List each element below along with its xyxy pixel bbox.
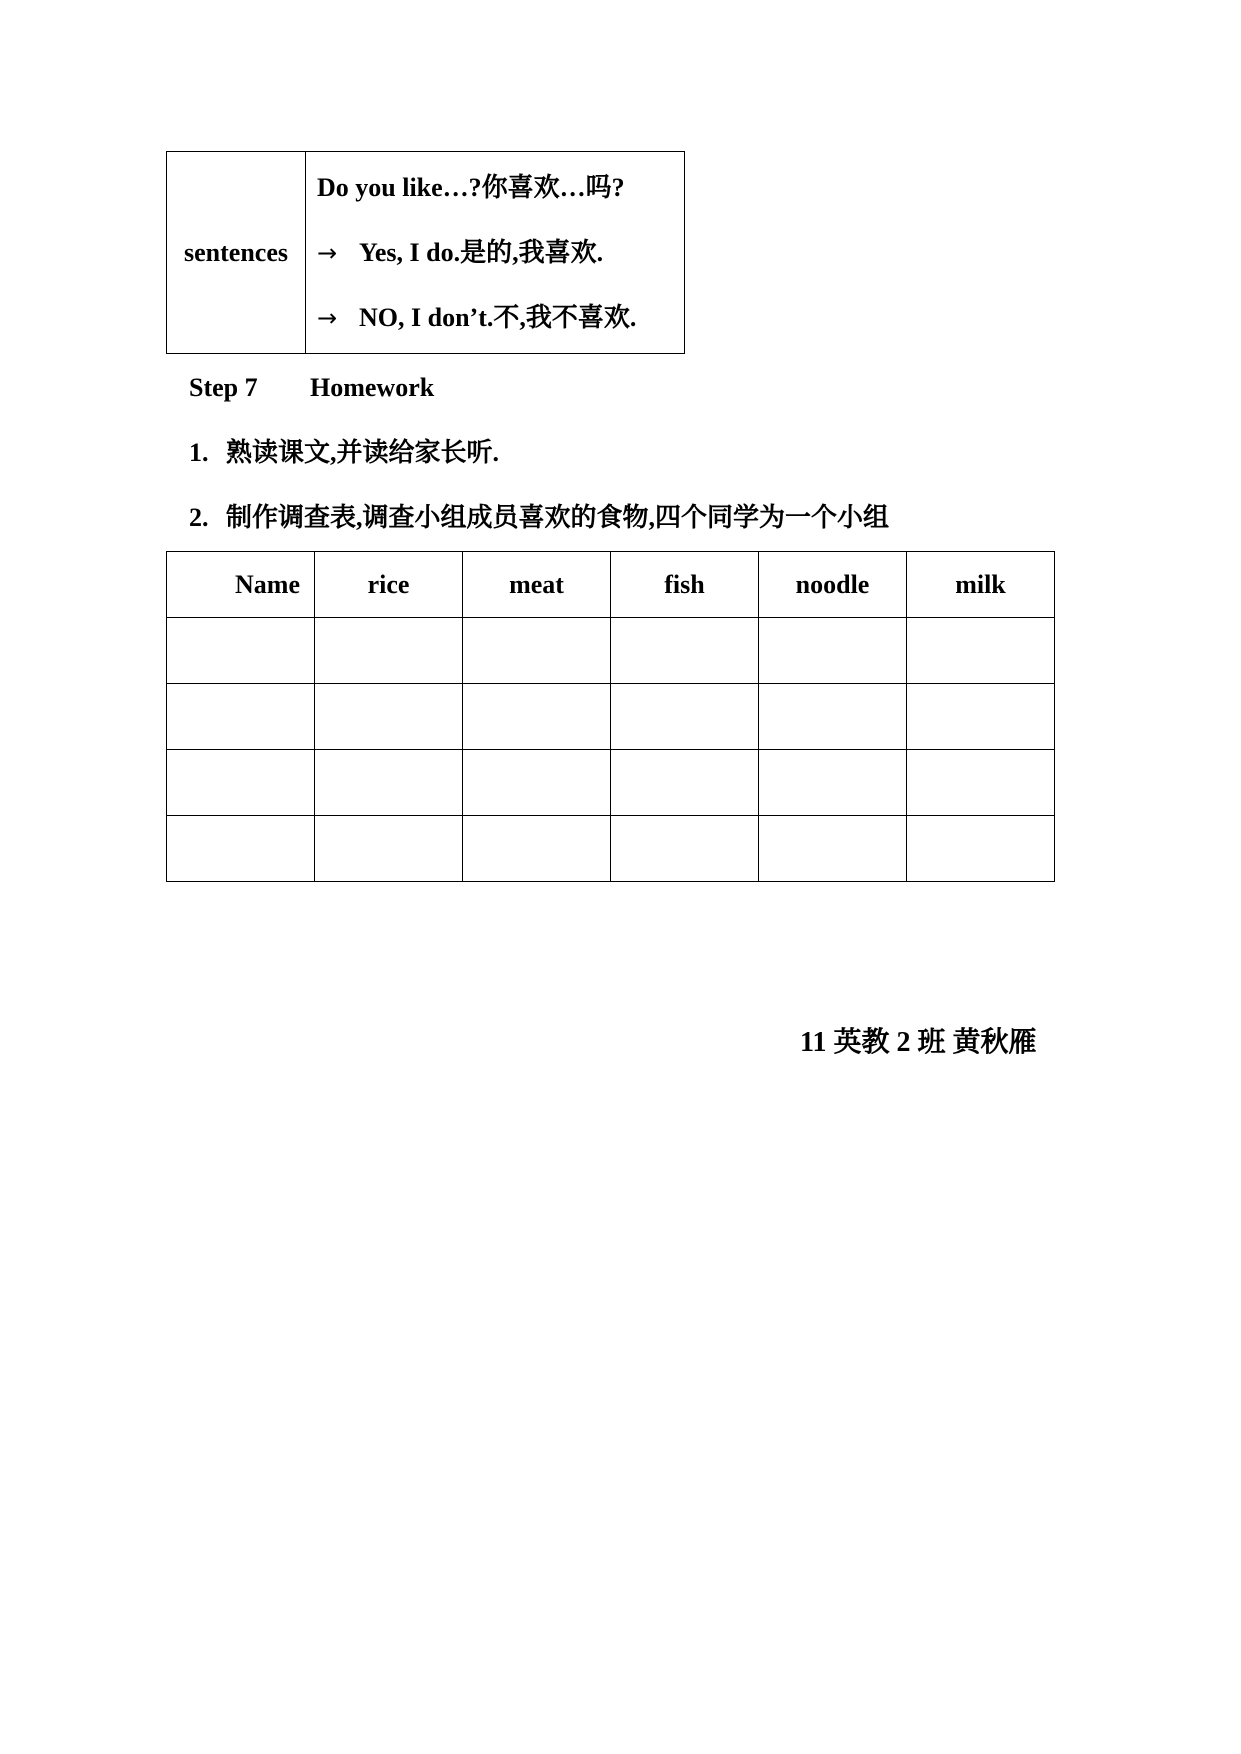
sentences-table — [166, 151, 685, 354]
table-cell — [463, 750, 611, 816]
survey-header-row — [167, 552, 1055, 618]
table-cell — [463, 816, 611, 882]
sentence-text-1: Do you like…?你喜欢…吗? — [317, 173, 625, 202]
step-label: Step 7 — [189, 373, 258, 402]
sentences-content — [306, 152, 685, 354]
table-cell — [611, 618, 759, 684]
column-header-milk: milk — [907, 552, 1055, 618]
table-row — [167, 618, 1055, 684]
homework-item-1 — [189, 436, 499, 470]
sentence-line-3 — [306, 285, 684, 350]
sentences-label: sentences — [167, 152, 306, 354]
column-header-fish: fish — [611, 552, 759, 618]
sentence-line-1 — [306, 155, 684, 220]
table-cell — [759, 618, 907, 684]
column-header-rice: rice — [315, 552, 463, 618]
homework-number-1: 1. — [189, 438, 209, 467]
right-arrow-icon: → — [317, 304, 338, 332]
homework-text-2: 制作调查表,调查小组成员喜欢的食物,四个同学为一个小组 — [226, 503, 890, 532]
table-cell — [907, 618, 1055, 684]
table-cell — [167, 684, 315, 750]
table-cell — [167, 816, 315, 882]
column-header-noodle: noodle — [759, 552, 907, 618]
table-cell — [463, 618, 611, 684]
sentence-text-3: NO, I don’t.不,我不喜欢. — [359, 303, 637, 332]
table-cell — [611, 684, 759, 750]
table-cell — [611, 750, 759, 816]
survey-table — [166, 551, 1055, 882]
column-header-meat: meat — [463, 552, 611, 618]
table-cell — [167, 750, 315, 816]
table-cell — [759, 684, 907, 750]
sentence-line-2 — [306, 220, 684, 285]
column-header-name: Name — [167, 552, 315, 618]
table-cell — [759, 750, 907, 816]
table-cell — [463, 684, 611, 750]
sentence-text-2: Yes, I do.是的,我喜欢. — [359, 238, 604, 267]
homework-text-1: 熟读课文,并读给家长听. — [226, 438, 500, 467]
table-row — [167, 684, 1055, 750]
table-cell — [759, 816, 907, 882]
table-cell — [907, 816, 1055, 882]
table-cell — [315, 750, 463, 816]
table-cell — [315, 618, 463, 684]
table-cell — [315, 816, 463, 882]
table-row — [167, 816, 1055, 882]
table-row — [167, 750, 1055, 816]
table-cell — [907, 750, 1055, 816]
author-signature: 11 英教 2 班 黄秋雁 — [800, 1027, 1037, 1058]
table-cell — [907, 684, 1055, 750]
table-cell — [315, 684, 463, 750]
step-title: Homework — [310, 373, 435, 402]
table-cell — [167, 618, 315, 684]
right-arrow-icon: → — [317, 239, 338, 267]
homework-number-2: 2. — [189, 503, 209, 532]
table-cell — [611, 816, 759, 882]
homework-item-2 — [189, 501, 889, 535]
